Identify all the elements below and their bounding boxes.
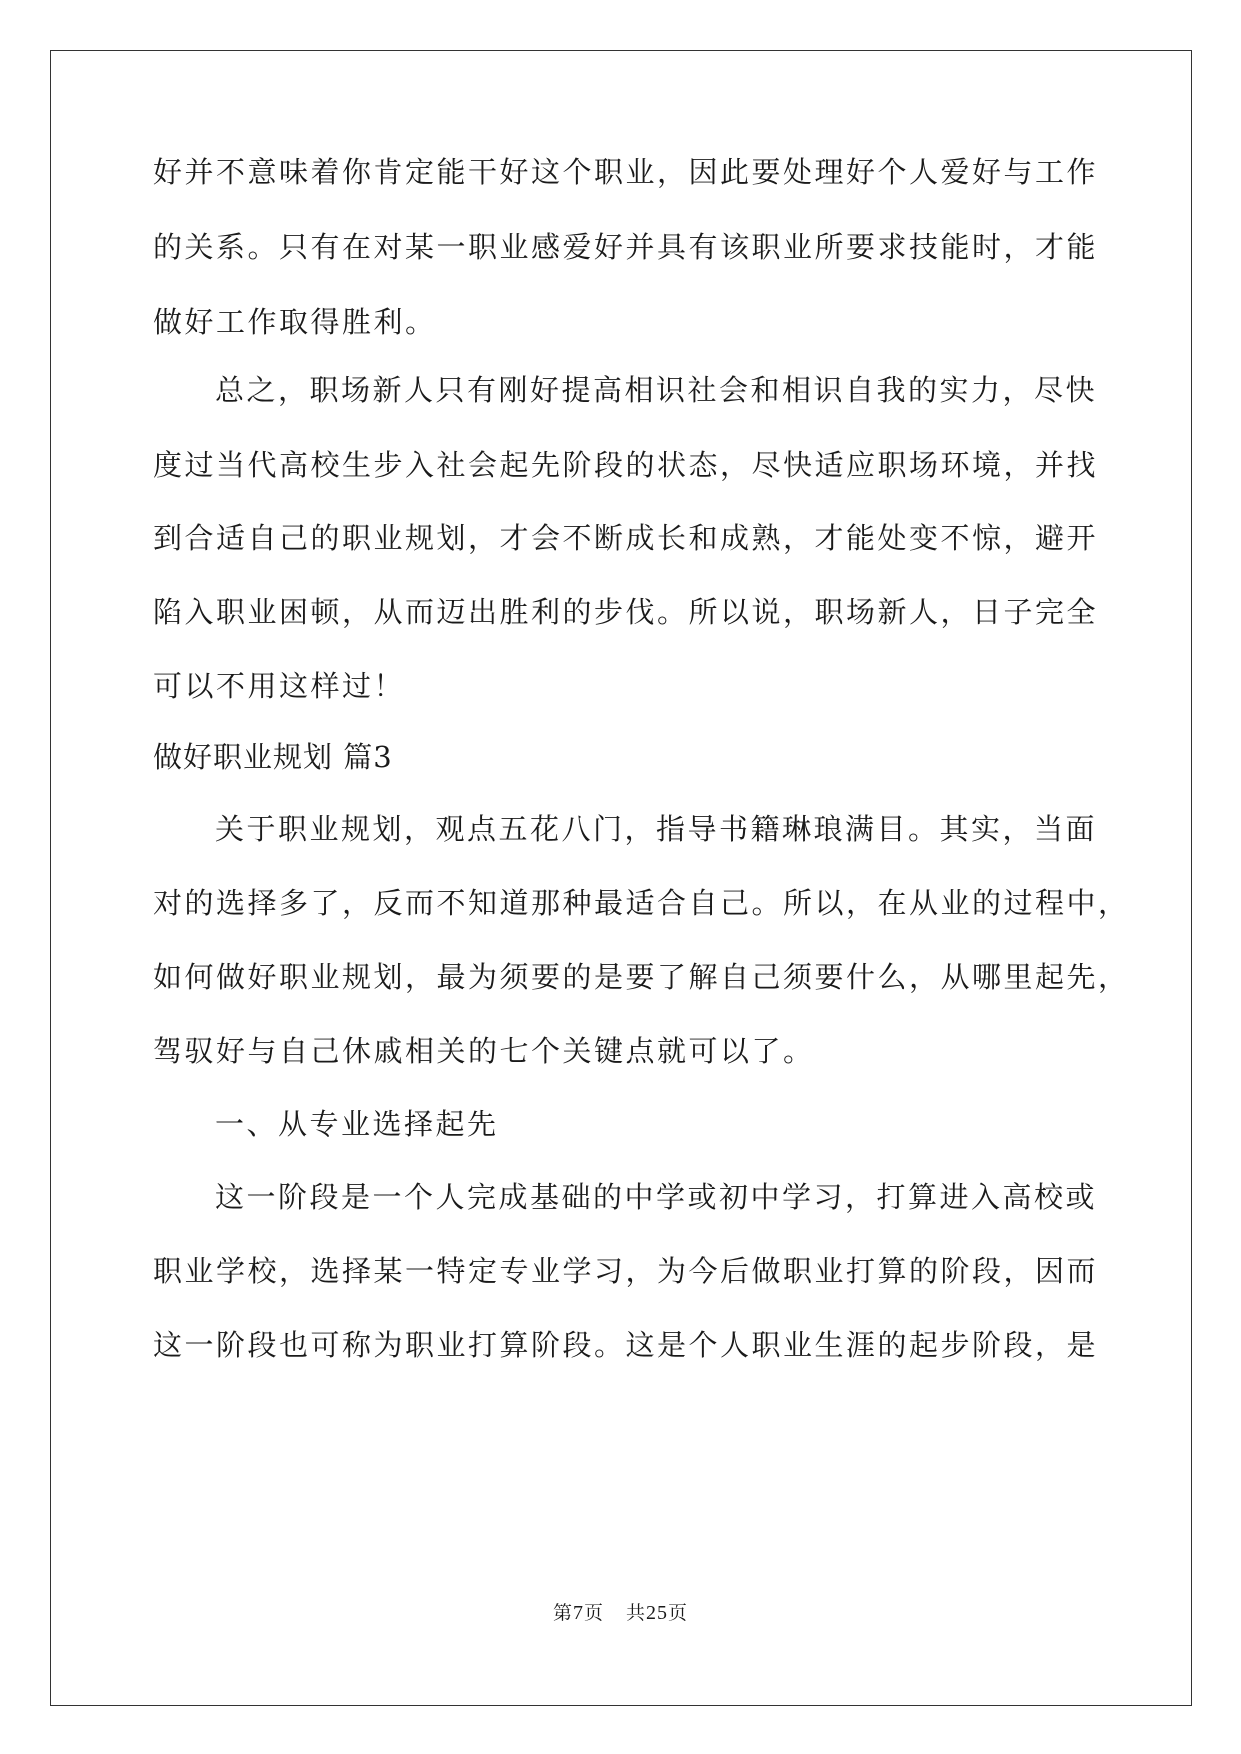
footer-total-prefix: 共: [626, 1602, 647, 1624]
text-line: 这一阶段是一个人完成基础的中学或初中学习，打算进入高校或: [215, 1180, 1098, 1214]
page-footer: [0, 1601, 1241, 1625]
total-pages-number: 25: [646, 1602, 669, 1624]
footer-total-suffix: 页: [668, 1602, 689, 1624]
text-line: 到合适自己的职业规划，才会不断成长和成熟，才能处变不惊，避开: [153, 521, 1099, 555]
text-line: 做好工作取得胜利。: [153, 305, 437, 339]
text-line: 度过当代高校生步入社会起先阶段的状态，尽快适应职场环境，并找: [153, 448, 1099, 482]
footer-page-word: 页: [583, 1602, 604, 1624]
text-line: 陷入职业困顿，从而迈出胜利的步伐。所以说，职场新人，日子完全: [153, 595, 1099, 629]
text-line: 如何做好职业规划，最为须要的是要了解自己须要什么，从哪里起先，: [153, 960, 1130, 994]
text-line: 这一阶段也可称为职业打算阶段。这是个人职业生涯的起步阶段，是: [153, 1328, 1099, 1362]
text-line: 的关系。只有在对某一职业感爱好并具有该职业所要求技能时，才能: [153, 230, 1099, 264]
text-line: 好并不意味着你肯定能干好这个职业，因此要处理好个人爱好与工作: [153, 155, 1099, 189]
text-line: 总之，职场新人只有刚好提高相识社会和相识自我的实力，尽快: [215, 373, 1098, 407]
text-line: 对的选择多了，反而不知道那种最适合自己。所以，在从业的过程中，: [153, 886, 1130, 920]
subsection-heading: 一、从专业选择起先: [215, 1107, 499, 1141]
current-page-number: 7: [572, 1602, 584, 1624]
page-border: [50, 50, 1192, 1706]
text-line: 关于职业规划，观点五花八门，指导书籍琳琅满目。其实，当面: [215, 812, 1098, 846]
footer-prefix: 第: [552, 1602, 573, 1624]
section-heading: 做好职业规划 篇3: [153, 740, 393, 774]
text-line: 职业学校，选择某一特定专业学习，为今后做职业打算的阶段，因而: [153, 1254, 1099, 1288]
text-line: 可以不用这样过！: [153, 669, 406, 703]
text-line: 驾驭好与自己休戚相关的七个关键点就可以了。: [153, 1034, 815, 1068]
